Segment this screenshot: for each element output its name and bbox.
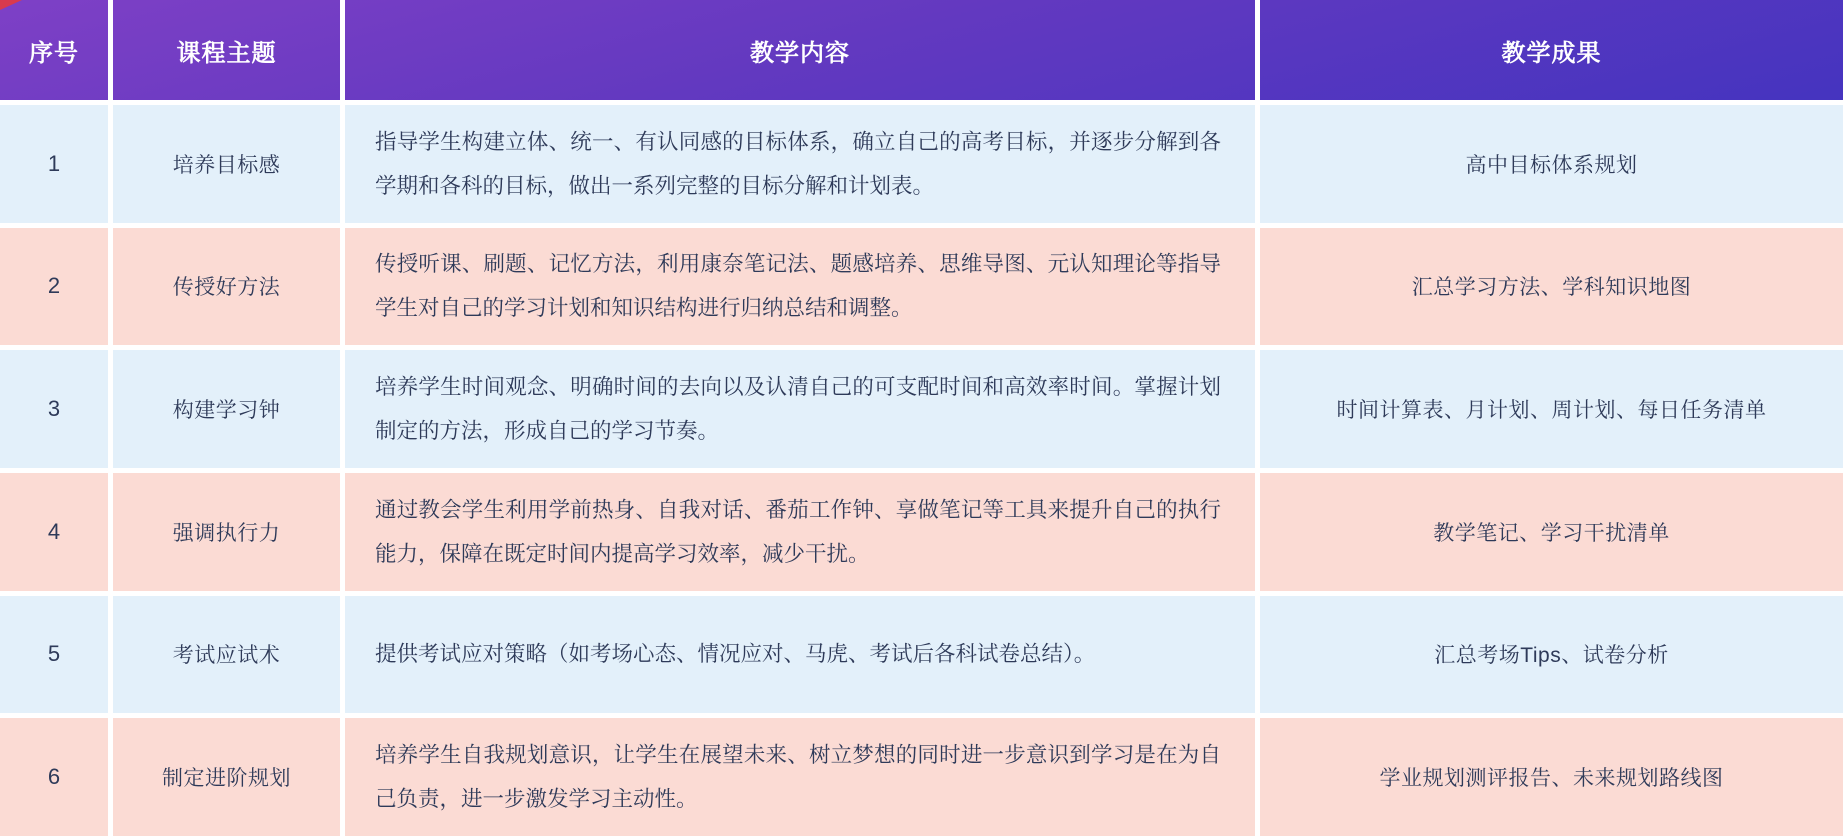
- row-content: 通过教会学生利用学前热身、自我对话、番茄工作钟、享做笔记等工具来提升自己的执行能力，保障在既定时间内提高学习效率，减少干扰。: [345, 473, 1255, 591]
- row-outcome: 高中目标体系规划: [1260, 105, 1843, 223]
- row-content: 指导学生构建立体、统一、有认同感的目标体系，确立自己的高考目标，并逐步分解到各学期和各科的目标，做出一系列完整的目标分解和计划表。: [345, 105, 1255, 223]
- row-topic: 考试应试术: [113, 596, 340, 714]
- row-content: 培养学生自我规划意识，让学生在展望未来、树立梦想的同时进一步意识到学习是在为自己负责，进一步激发学习主动性。: [345, 718, 1255, 836]
- table-body: [0, 105, 1843, 836]
- row-outcome: 学业规划测评报告、未来规划路线图: [1260, 718, 1843, 836]
- header-content: 教学内容: [750, 39, 850, 67]
- table-row: [0, 718, 1843, 836]
- row-topic: 制定进阶规划: [113, 718, 340, 836]
- header-outcome: 教学成果: [1501, 39, 1602, 67]
- row-index: 5: [0, 596, 108, 714]
- table-row: [0, 596, 1843, 714]
- header-divider: [108, 0, 113, 100]
- table-row: [0, 473, 1843, 591]
- header-divider: [1255, 0, 1260, 100]
- row-index: 1: [0, 105, 108, 223]
- table-row: [0, 228, 1843, 346]
- row-content: 培养学生时间观念、明确时间的去向以及认清自己的可支配时间和高效率时间。掌握计划制定的方法，形成自己的学习节奏。: [345, 350, 1255, 468]
- row-content: 提供考试应对策略（如考场心态、情况应对、马虎、考试后各科试卷总结）。: [345, 596, 1255, 714]
- corner-accent-decoration: [0, 0, 22, 10]
- row-topic: 构建学习钟: [113, 350, 340, 468]
- row-topic: 培养目标感: [113, 105, 340, 223]
- header-topic: 课程主题: [176, 39, 277, 67]
- header-divider: [340, 0, 345, 100]
- row-topic: 传授好方法: [113, 228, 340, 346]
- header-index: 序号: [29, 39, 79, 67]
- table-row: [0, 350, 1843, 468]
- row-outcome: 时间计算表、月计划、周计划、每日任务清单: [1260, 350, 1843, 468]
- row-index: 3: [0, 350, 108, 468]
- row-index: 6: [0, 718, 108, 836]
- row-index: 2: [0, 228, 108, 346]
- row-topic: 强调执行力: [113, 473, 340, 591]
- row-index: 4: [0, 473, 108, 591]
- row-outcome: 汇总学习方法、学科知识地图: [1260, 228, 1843, 346]
- row-outcome: 汇总考场Tips、试卷分析: [1260, 596, 1843, 714]
- table-header-row: [0, 0, 1843, 100]
- row-content: 传授听课、刷题、记忆方法，利用康奈笔记法、题感培养、思维导图、元认知理论等指导学生对自己的学习计划和知识结构进行归纳总结和调整。: [345, 228, 1255, 346]
- table-row: [0, 105, 1843, 223]
- row-outcome: 教学笔记、学习干扰清单: [1260, 473, 1843, 591]
